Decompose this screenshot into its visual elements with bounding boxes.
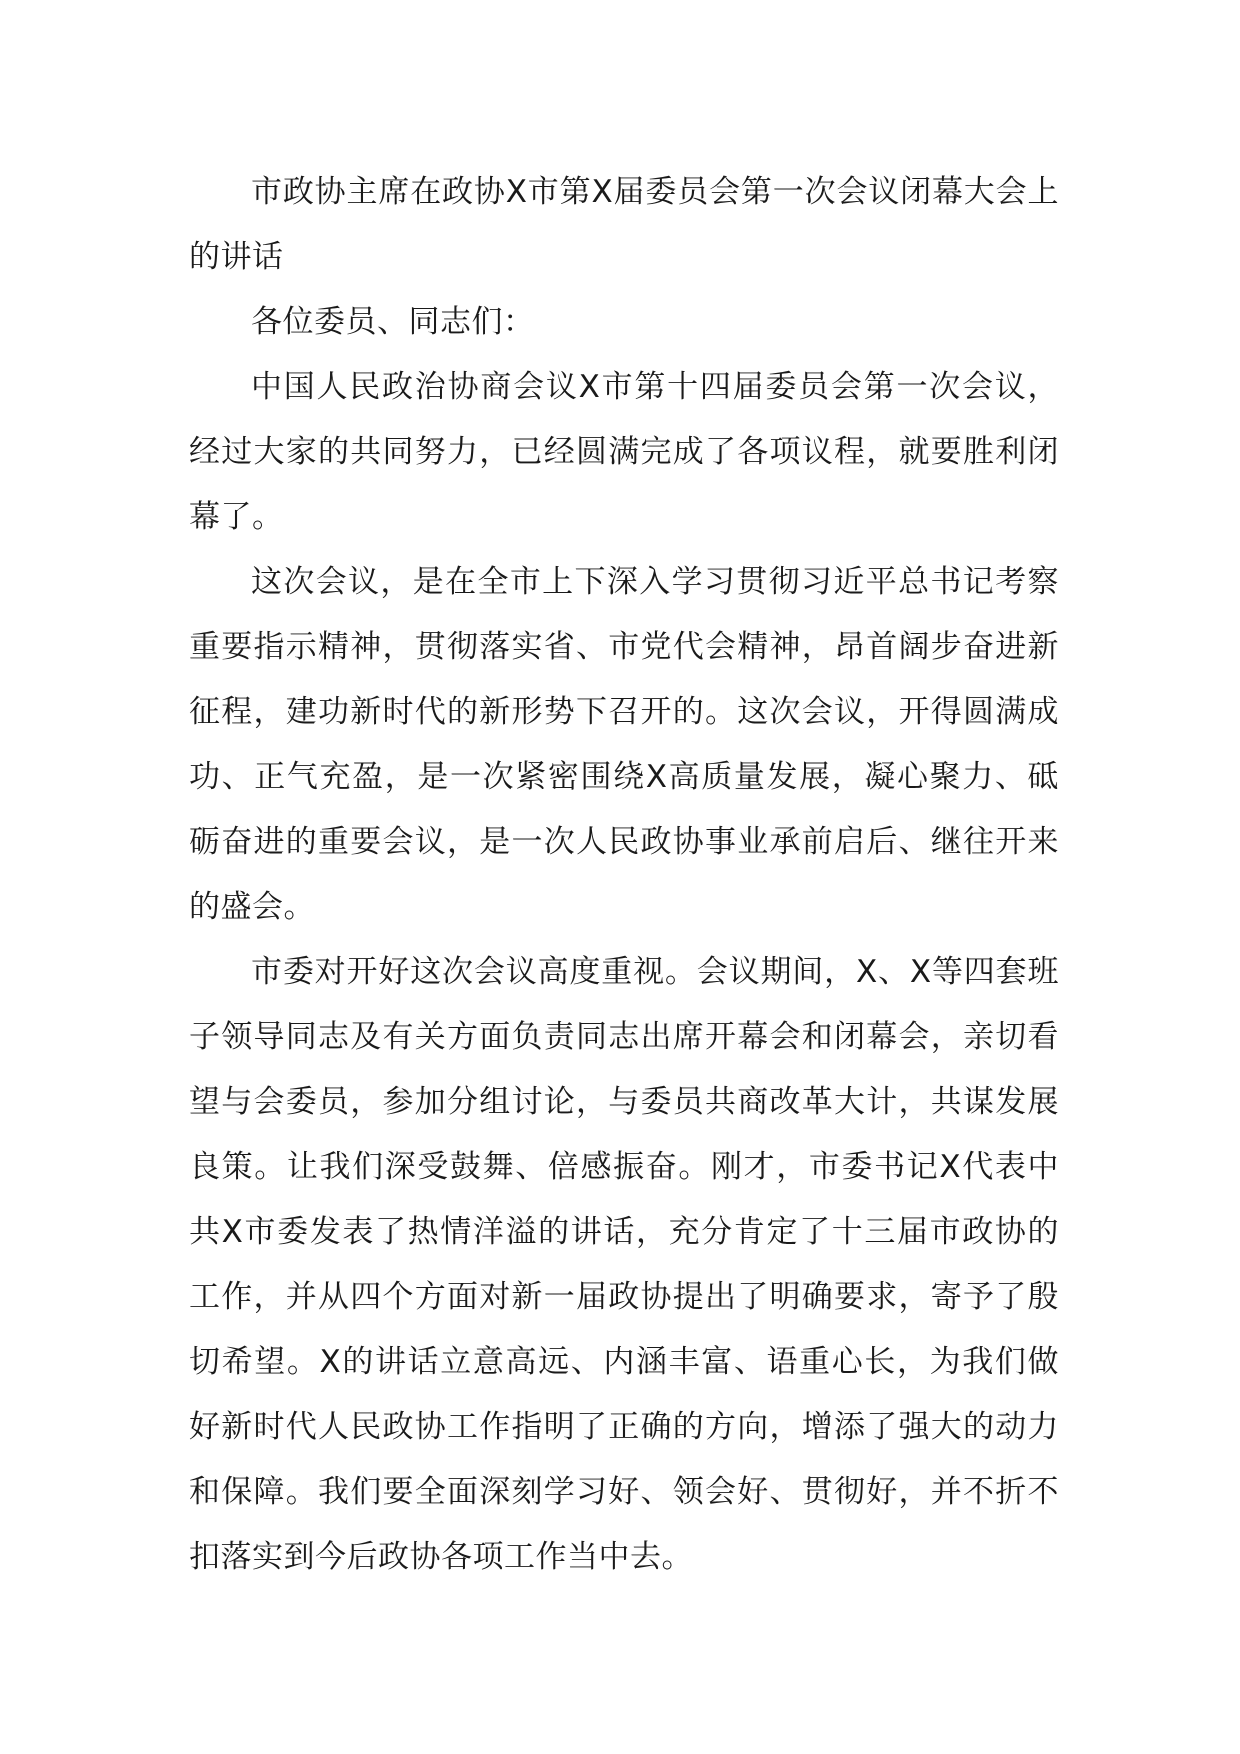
paragraph-1: 中国人民政治协商会议X市第十四届委员会第一次会议，经过大家的共同努力，已经圆满完成了各项议程，就要胜利闭幕了。: [189, 369, 1059, 535]
salutation: 各位委员、同志们：: [251, 304, 535, 340]
paragraph-2: 这次会议，是在全市上下深入学习贯彻习近平总书记考察重要指示精神，贯彻落实省、市党代会精神，昂首阔步奋进新征程，建功新时代的新形势下召开的。这次会议，开得圆满成功、正气充盈，是一次紧密围绕X高质量发展，凝心聚力、砥砺奋进的重要会议，是一次人民政协事业承前启后、继往开来的盛会。: [189, 564, 1059, 925]
document-page: [189, 160, 1059, 1590]
document-title: 市政协主席在政协X市第X届委员会第一次会议闭幕大会上的讲话: [189, 174, 1059, 275]
paragraph-3: 市委对开好这次会议高度重视。会议期间，X、X等四套班子领导同志及有关方面负责同志出席开幕会和闭幕会，亲切看望与会委员，参加分组讨论，与委员共商改革大计，共谋发展良策。让我们深受鼓舞、倍感振奋。刚才，市委书记X代表中共X市委发表了热情洋溢的讲话，充分肯定了十三届市政协的工作，并从四个方面对新一届政协提出了明确要求，寄予了殷切希望。X的讲话立意高远、内涵丰富、语重心长，为我们做好新时代人民政协工作指明了正确的方向，增添了强大的动力和保障。我们要全面深刻学习好、领会好、贯彻好，并不折不扣落实到今后政协各项工作当中去。: [189, 954, 1059, 1575]
